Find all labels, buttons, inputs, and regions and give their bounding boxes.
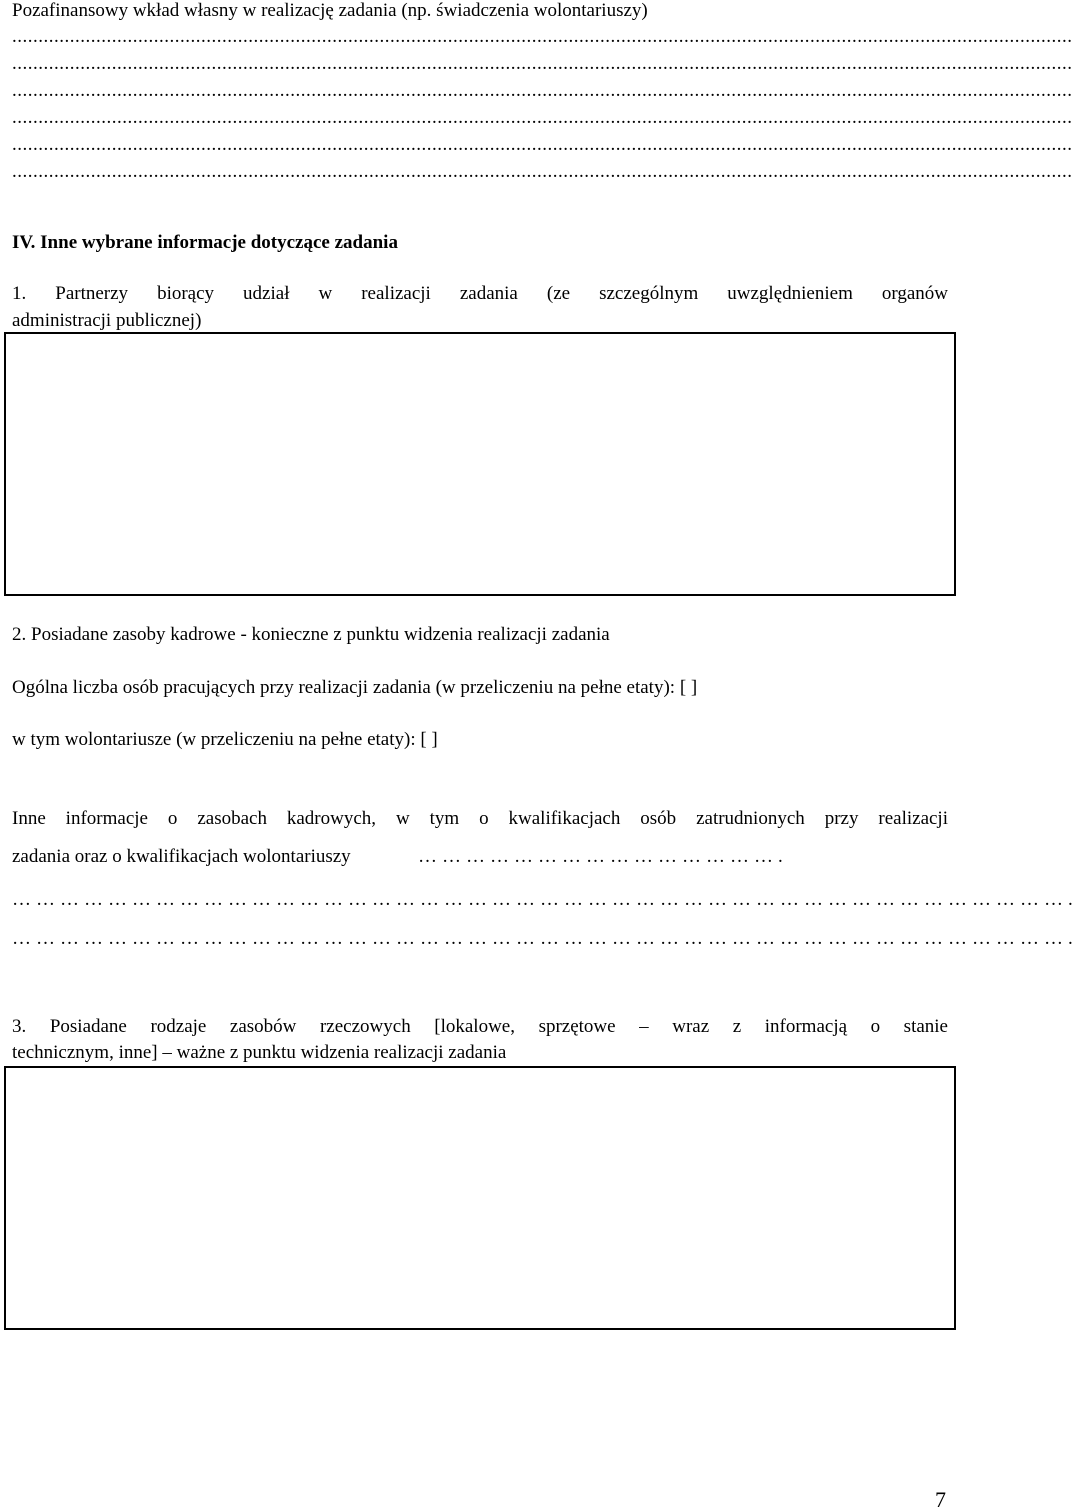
other-staff-info-line-2: zadania oraz o kwalifikacjach wolontariuszy [12, 846, 351, 867]
dotted-line-4: .......................................................................................................................................................................................................... [12, 107, 1073, 128]
other-staff-fill-line-1[interactable]: ………………………………………. [418, 846, 788, 867]
volunteers-field[interactable]: w tym wolontariusze (w przeliczeniu na pełne etaty): [ ] [12, 729, 438, 750]
partners-input-box[interactable] [4, 332, 956, 596]
other-staff-info-line-1: Inne informacje o zasobach kadrowych, w tym o kwalifikacjach osób zatrudnionych przy realizacji [12, 808, 948, 829]
dotted-line-3: .......................................................................................................................................................................................................... [12, 80, 1073, 101]
page-number: 7 [935, 1487, 946, 1512]
own-contribution-heading: Pozafinansowy wkład własny w realizację zadania (np. świadczenia wolontariuszy) [12, 0, 648, 21]
dotted-line-5: .......................................................................................................................................................................................................... [12, 134, 1073, 155]
staff-resources-heading: 2. Posiadane zasoby kadrowe - konieczne z punktu widzenia realizacji zadania [12, 624, 610, 645]
dotted-line-1: .......................................................................................................................................................................................................... [12, 26, 1073, 47]
other-staff-fill-line-3[interactable]: ……………………………………………………………………………………………………………………. [12, 928, 1078, 949]
partners-line-1: 1. Partnerzy biorący udział w realizacji zadania (ze szczególnym uwzględnieniem organów [12, 283, 948, 304]
material-resources-input-box[interactable] [4, 1066, 956, 1330]
total-staff-field[interactable]: Ogólna liczba osób pracujących przy realizacji zadania (w przeliczeniu na pełne etaty): [ ] [12, 677, 698, 698]
material-resources-line-2: technicznym, inne] – ważne z punktu widzenia realizacji zadania [12, 1042, 507, 1063]
material-resources-line-1: 3. Posiadane rodzaje zasobów rzeczowych [lokalowe, sprzętowe – wraz z informacją o stanie [12, 1016, 948, 1037]
dotted-line-2: .......................................................................................................................................................................................................... [12, 53, 1073, 74]
other-staff-fill-line-2[interactable]: ……………………………………………………………………………………………………………………. [12, 889, 1078, 910]
section-iv-title: IV. Inne wybrane informacje dotyczące zadania [12, 232, 398, 253]
partners-line-2: administracji publicznej) [12, 310, 202, 331]
dotted-line-6: .......................................................................................................................................................................................................... [12, 161, 1073, 182]
